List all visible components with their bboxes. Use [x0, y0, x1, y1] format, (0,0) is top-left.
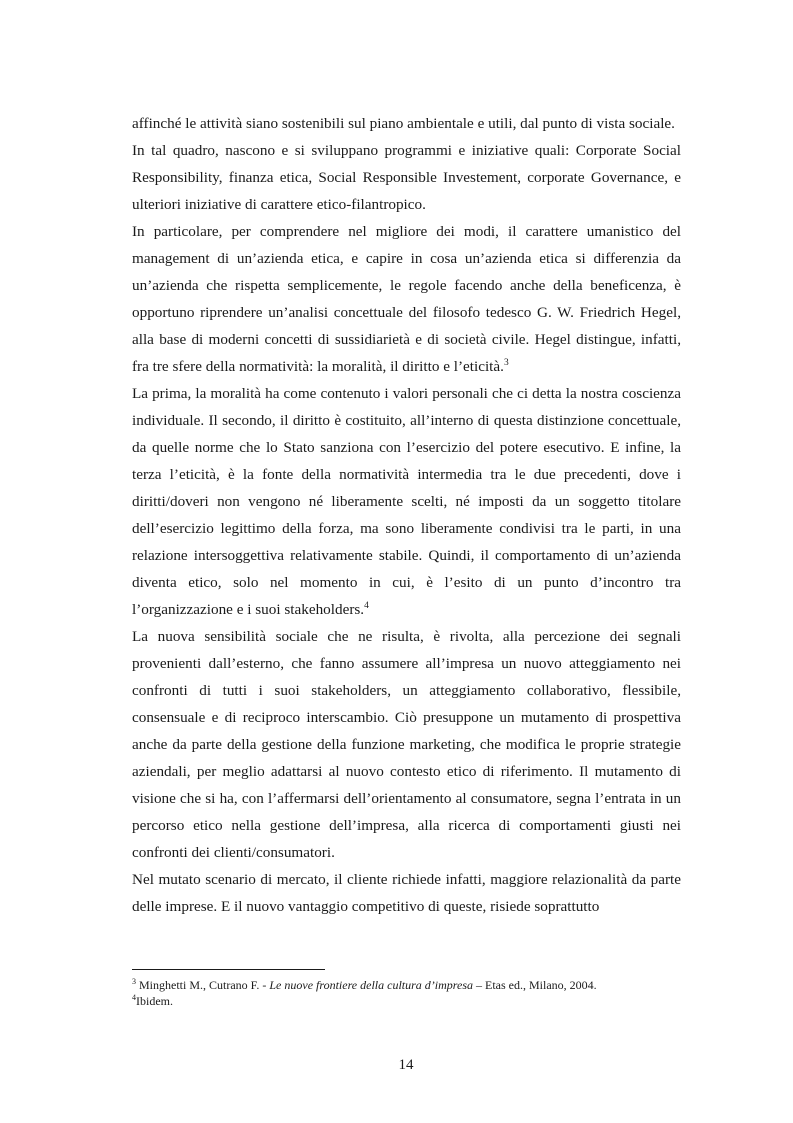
- paragraph-text: Nel mutato scenario di mercato, il cliente richiede infatti, maggiore relazionalità da parte delle imprese. E il nuovo vantaggio competitivo di queste, risiede soprattutto: [132, 871, 681, 915]
- paragraph: [132, 380, 681, 623]
- footnote: [132, 993, 681, 1009]
- footnotes: [132, 977, 681, 1009]
- body-text: [132, 110, 681, 920]
- paragraph: [132, 137, 681, 218]
- footnote-number: 3: [132, 977, 136, 986]
- footnote: [132, 977, 681, 993]
- paragraph-text: In particolare, per comprendere nel migliore dei modi, il carattere umanistico del management di un’azienda etica, e capire in cosa un’azienda etica si differenzia da un’azienda che rispetta semplicemente, le regole facendo anche della beneficenza, è opportuno riprendere un’analisi concettuale del filosofo tedesco G. W. Friedrich Hegel, alla base di moderni concetti di sussidiarietà e di società civile. Hegel distingue, infatti, fra tre sfere della normatività: la moralità, il diritto e l’eticità.: [132, 223, 681, 375]
- footnote-separator: [132, 969, 325, 970]
- paragraph-text: La prima, la moralità ha come contenuto i valori personali che ci detta la nostra coscienza individuale. Il secondo, il diritto è costituito, all’interno di questa distinzione concettuale, da quelle norme che lo Stato sanziona con l’esercizio del potere esecutivo. E infine, la terza l’eticità, è la fonte della normatività intermedia tra le due precedenti, dove i diritti/doveri non vengono né liberamente scelti, né imposti da un soggetto titolare dell’esercizio legittimo della forza, ma sono liberamente condivisi tra le parti, in una relazione intersoggettiva relativamente stabile. Quindi, il comportamento di un’azienda diventa etico, solo nel momento in cui, è l’esito di un punto d’incontro tra l’organizzazione e i suoi stakeholders.: [132, 385, 681, 618]
- footnote-reference: 3: [503, 357, 509, 368]
- footnote-book-title: Le nuove frontiere della cultura d’impresa: [269, 978, 474, 992]
- footnote-text: – Etas ed., Milano, 2004.: [473, 978, 597, 992]
- footnote-text: Minghetti M., Cutrano F. -: [139, 978, 270, 992]
- footnote-reference: 4: [364, 600, 369, 611]
- footnote-text: Ibidem.: [136, 994, 173, 1008]
- paragraph-text: In tal quadro, nascono e si sviluppano programmi e iniziative quali: Corporate Social Responsibility, finanza etica, Social Responsible Investement, corporate Governance, e ulteriori iniziative di carattere etico-filantropico.: [132, 142, 681, 213]
- page-number: 14: [398, 1057, 414, 1073]
- paragraph: [132, 110, 681, 137]
- paragraph: [132, 623, 681, 866]
- footnote-number: 4: [132, 993, 136, 1002]
- paragraph-text: affinché le attività siano sostenibili sul piano ambientale e utili, dal punto di vista sociale.: [132, 115, 675, 132]
- paragraph: [132, 218, 681, 380]
- paragraph-text: La nuova sensibilità sociale che ne risulta, è rivolta, alla percezione dei segnali provenienti dall’esterno, che fanno assumere all’impresa un nuovo atteggiamento nei confronti di tutti i suoi stakeholders, un atteggiamento collaborativo, flessibile, consensuale e di reciproco interscambio. Ciò presuppone un mutamento di prospettiva anche da parte della gestione della funzione marketing, che modifica le proprie strategie aziendali, per meglio adattarsi al nuovo contesto etico di riferimento. Il mutamento di visione che si ha, con l’affermarsi dell’orientamento al consumatore, segna l’entrata in un percorso etico nella gestione dell’impresa, alla ricerca di comportamenti giusti nei confronti dei clienti/consumatori.: [132, 628, 681, 861]
- paragraph: [132, 866, 681, 920]
